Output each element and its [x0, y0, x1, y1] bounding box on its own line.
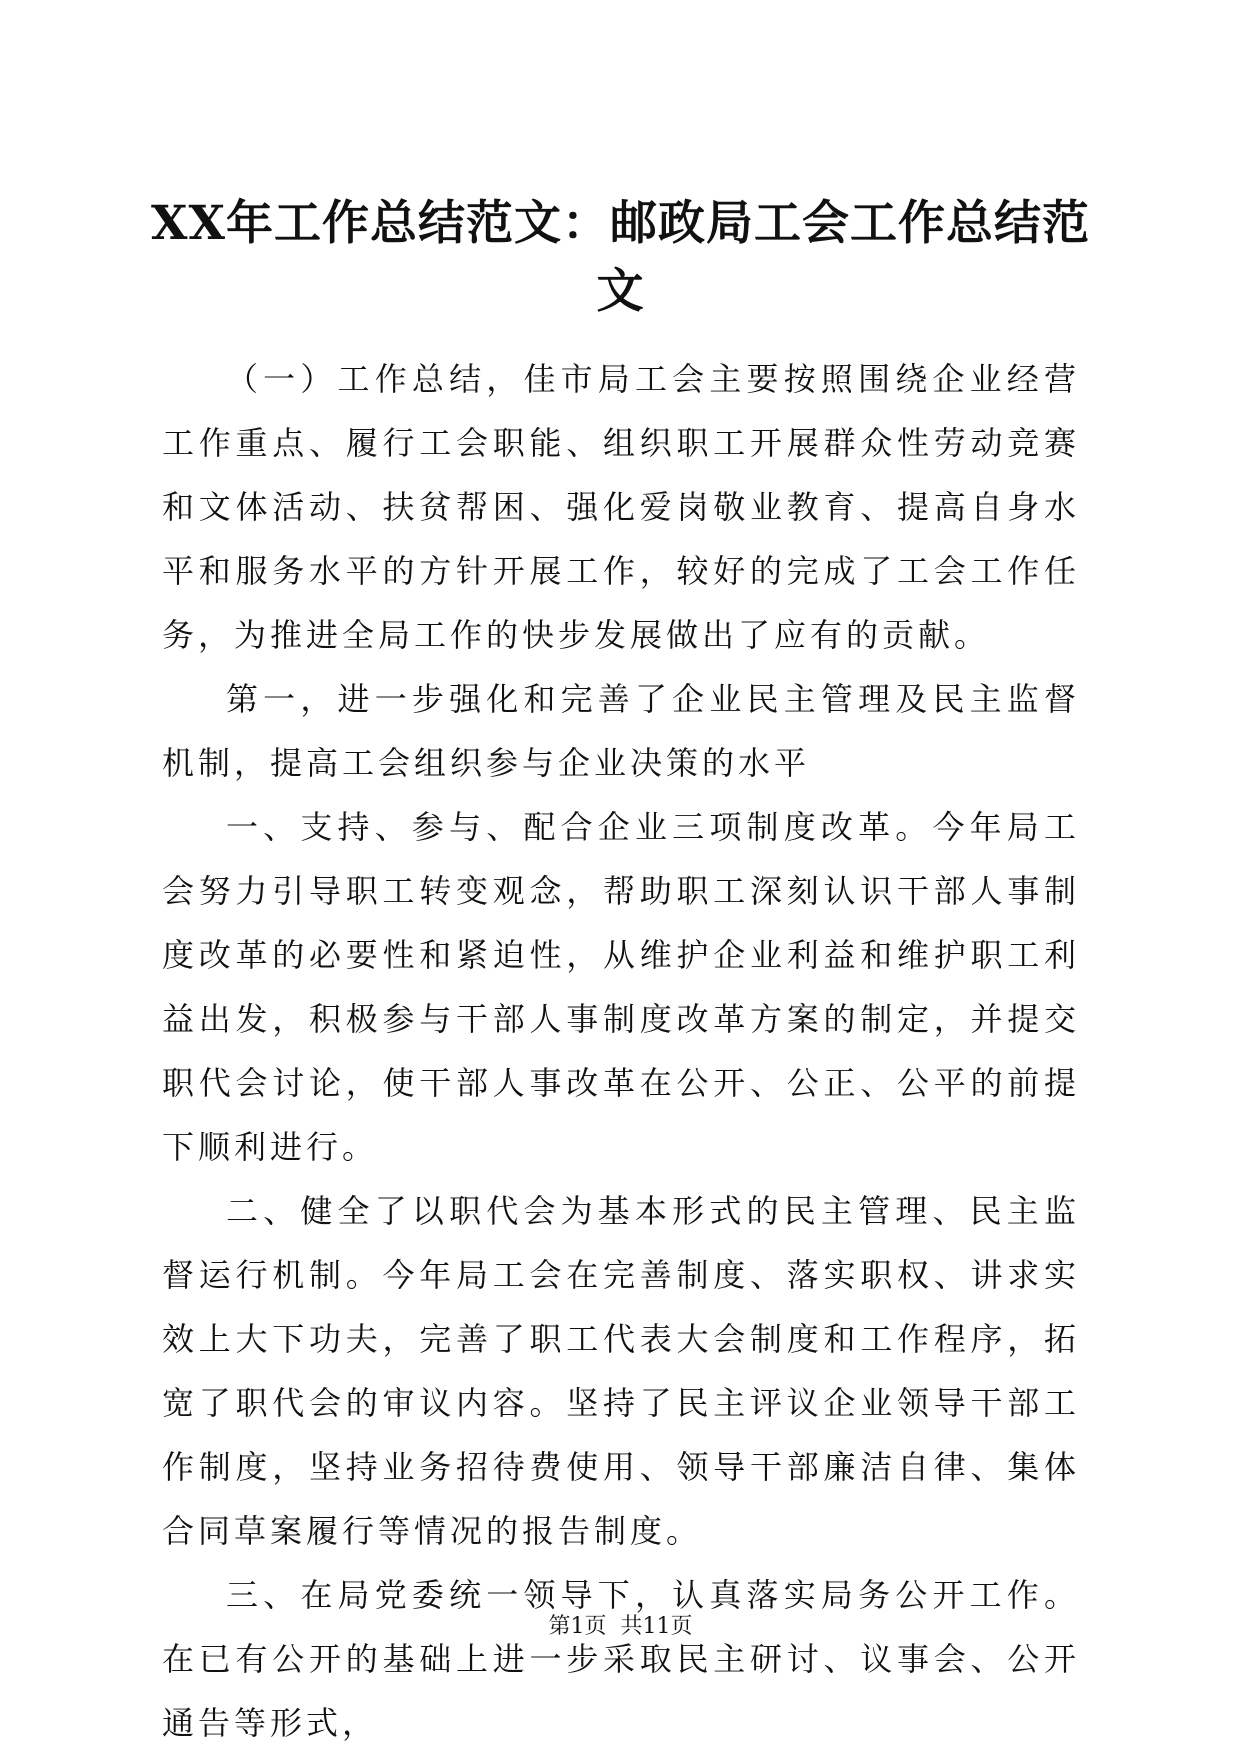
paragraph: 三、在局党委统一领导下，认真落实局务公开工作。在已有公开的基础上进一步采取民主研讨、议事会、公开通告等形式，: [162, 1576, 1080, 1742]
document-body: [162, 347, 1080, 1755]
page-footer: [0, 1612, 1241, 1642]
paragraph: 一、支持、参与、配合企业三项制度改革。今年局工会努力引导职工转变观念，帮助职工深刻认识干部人事制度改革的必要性和紧迫性，从维护企业利益和维护职工利益出发，积极参与干部人事制度改革方案的制定，并提交职代会讨论，使干部人事改革在公开、公正、公平的前提下顺利进行。: [162, 808, 1080, 1166]
paragraph: 第一，进一步强化和完善了企业民主管理及民主监督机制，提高工会组织参与企业决策的水平: [162, 680, 1080, 782]
page-total: 共11页: [620, 1614, 693, 1639]
paragraph: 二、健全了以职代会为基本形式的民主管理、民主监督运行机制。今年局工会在完善制度、落实职权、讲求实效上大下功夫，完善了职工代表大会制度和工作程序，拓宽了职代会的审议内容。坚持了民主评议企业领导干部工作制度，坚持业务招待费使用、领导干部廉洁自律、集体合同草案履行等情况的报告制度。: [162, 1192, 1080, 1550]
document-title: XX年工作总结范文：邮政局工会工作总结范文: [151, 196, 1090, 319]
paragraph: （一）工作总结，佳市局工会主要按照围绕企业经营工作重点、履行工会职能、组织职工开展群众性劳动竞赛和文体活动、扶贫帮困、强化爱岗敬业教育、提高自身水平和服务水平的方针开展工作，较好的完成了工会工作任务，为推进全局工作的快步发展做出了应有的贡献。: [162, 360, 1080, 654]
page-number: 第1页: [548, 1614, 607, 1639]
